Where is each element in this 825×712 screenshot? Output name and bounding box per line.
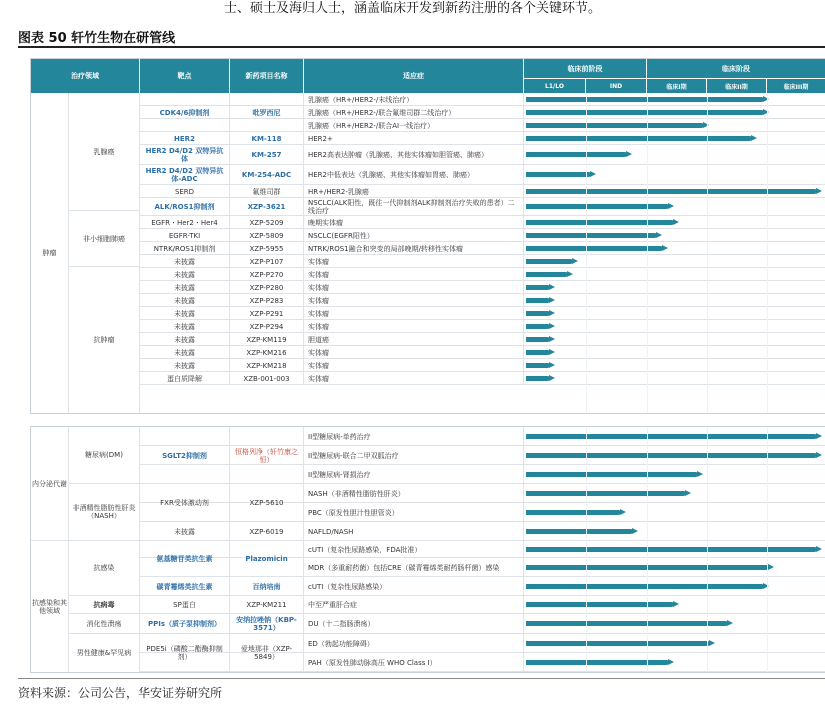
indication-cell: II型糖尿病-单药治疗 [304, 427, 524, 446]
stage-gridline [586, 427, 587, 672]
indication-cell: DU（十二指肠溃疡） [304, 614, 524, 634]
group-endocrine: 内分泌代谢 [31, 427, 69, 541]
indication-cell: 实体瘤 [304, 294, 524, 307]
target-cell: HER2 D4/D2 双特异抗体 [140, 145, 230, 165]
indication-cell: NAFLD/NASH [304, 522, 524, 541]
target-cell: 未披露 [140, 268, 230, 281]
stage-gridline [767, 93, 768, 413]
drug-cell: 安纳拉唑钠（KBP-3571） [230, 614, 304, 634]
subgroup-diabetes: 糖尿病(DM) [69, 427, 140, 484]
target-cell: NTRK/ROS1抑制剂 [140, 242, 230, 255]
indication-cell: 实体瘤 [304, 255, 524, 268]
drug-cell: XZP-P283 [230, 294, 304, 307]
header-stage-1: L1/LO [524, 78, 586, 93]
subgroup-anti-infection: 抗感染 [69, 541, 140, 596]
target-cell: 未披露 [140, 255, 230, 268]
intro-text: 士、硕士及海归人士，涵盖临床开发到新药注册的各个关键环节。 [223, 1, 601, 16]
indication-cell: 中至严重肝合症 [304, 596, 524, 614]
group-anti-infective: 抗感染和其他领域 [31, 541, 69, 672]
target-cell: SERD [140, 185, 230, 198]
drug-cell: XZP-KM218 [230, 359, 304, 372]
target-cell: 未披露 [140, 359, 230, 372]
subgroup-antiviral: 抗病毒 [69, 596, 140, 614]
progress-bar [526, 491, 686, 496]
stage-gridline [707, 93, 708, 413]
drug-cell: 恒格列净（轩竹康之恒） [230, 427, 304, 484]
indication-cell: ED（勃起功能障碍） [304, 634, 524, 653]
target-cell: CDK4/6抑制剂 [140, 93, 230, 132]
target-cell: 未披露 [140, 307, 230, 320]
progress-bar [526, 123, 704, 128]
indication-cell: II型糖尿病-联合二甲双胍治疗 [304, 446, 524, 465]
header-stage-2: IND [586, 78, 647, 93]
drug-cell: XZB-001-003 [230, 372, 304, 385]
drug-cell: XZP-P107 [230, 255, 304, 268]
drug-cell: KM-254-ADC [230, 165, 304, 185]
indication-cell: MDR（多重耐药菌）包括CRE（碳青霉烯类耐药肠杆菌）感染 [304, 558, 524, 577]
indication-cell: NTRK/ROS1融合和突变的局部晚期/转移性实体瘤 [304, 242, 524, 255]
stage-gridline [586, 93, 587, 413]
indication-cell: 晚期实体瘤 [304, 216, 524, 229]
drug-cell: XZP-5209 [230, 216, 304, 229]
progress-bar [526, 510, 621, 515]
progress-bar [526, 350, 550, 355]
progress-bar [526, 246, 663, 251]
subgroup-breast-cancer: 乳腺癌 [69, 93, 140, 211]
indication-cell: HER2高表达肿瘤（乳腺癌、其他实体瘤如胆管癌、肺癌） [304, 145, 524, 165]
progress-bar [526, 621, 728, 626]
target-cell: PPIs（质子泵抑制剂） [140, 614, 230, 634]
drug-cell: 百纳培南 [230, 577, 304, 596]
target-cell: PDE5i（磷酸二酯酶抑制剂） [140, 634, 230, 672]
drug-cell: XZP-5955 [230, 242, 304, 255]
progress-bar [526, 547, 817, 552]
stage-gridline [647, 427, 648, 672]
drug-cell: XZP-KM119 [230, 333, 304, 346]
indication-cell: PAH（原发性肺动脉高压 WHO Class I） [304, 653, 524, 672]
header-clinical-early: 临床前阶段 [524, 59, 647, 78]
figure-title: 图表 50 轩竹生物在研管线 [18, 31, 176, 46]
subgroup-nash: 非酒精性脂肪性肝炎（NASH） [69, 484, 140, 541]
progress-bar [526, 97, 764, 102]
indication-cell: NSCLC(EGFR阳性） [304, 229, 524, 242]
progress-bar [526, 189, 817, 194]
area-oncology: 肿瘤 [31, 93, 69, 413]
progress-bar [526, 285, 550, 290]
progress-bar [526, 337, 550, 342]
progress-bar [526, 376, 550, 381]
progress-bar [526, 220, 674, 225]
target-cell: SGLT2抑制剂 [140, 427, 230, 484]
indication-cell: 实体瘤 [304, 281, 524, 294]
progress-bar [526, 472, 698, 477]
indication-cell: HER2中低表达（乳腺癌、其他实体瘤如胃癌、肺癌） [304, 165, 524, 185]
indication-cell: NSCLC(ALK阳性，既往一代抑制剂ALK抑制剂治疗失败的患者）二线治疗 [304, 198, 524, 216]
indication-cell: 实体瘤 [304, 268, 524, 281]
target-cell: HER2 D4/D2 双特异抗体-ADC [140, 165, 230, 185]
drug-cell: 爱地那非（XZP-5849） [230, 634, 304, 672]
progress-bar [526, 152, 627, 157]
drug-cell: KM-257 [230, 145, 304, 165]
target-cell: 碳青霉烯类抗生素 [140, 577, 230, 596]
target-cell: 未披露 [140, 281, 230, 294]
target-cell: 未披露 [140, 522, 230, 541]
drug-cell: KM-118 [230, 132, 304, 145]
indication-cell: 实体瘤 [304, 359, 524, 372]
stage-gridline [707, 427, 708, 672]
target-cell: 蛋白质降解 [140, 372, 230, 385]
target-cell: FXR受体激动剂 [140, 484, 230, 522]
stage-gridline [647, 93, 648, 413]
drug-cell: XZP-KM216 [230, 346, 304, 359]
indication-cell: HER2+ [304, 132, 524, 145]
oncology-pipeline-table [30, 58, 825, 414]
subgroup-nsclc: 非小细胞肺癌 [69, 211, 140, 267]
progress-bar [526, 434, 817, 439]
header-stage-3: 临床I期 [647, 78, 707, 93]
progress-bar [526, 259, 573, 264]
drug-cell: 氟维司群 [230, 185, 304, 198]
progress-bar [526, 136, 752, 141]
drug-cell: XZP-3621 [230, 198, 304, 216]
target-cell: HER2 [140, 132, 230, 145]
progress-bar [526, 172, 591, 177]
progress-bar [526, 110, 764, 115]
title-rule [18, 46, 825, 48]
drug-cell: XZP-P270 [230, 268, 304, 281]
progress-bar [526, 453, 817, 458]
drug-cell: XZP-KM211 [230, 596, 304, 614]
subgroup-peptic-ulcer: 消化性溃疡 [69, 614, 140, 634]
header-target: 靶点 [140, 59, 230, 93]
progress-bar [526, 233, 657, 238]
bottom-rule [18, 678, 825, 679]
progress-bar [526, 311, 550, 316]
target-cell: EGFR-TKI [140, 229, 230, 242]
indication-cell: cUTI（复杂性尿路感染，FDA批准） [304, 541, 524, 558]
progress-bar [526, 602, 674, 607]
drug-cell: XZP-P294 [230, 320, 304, 333]
progress-bar [526, 298, 550, 303]
drug-cell: 吡罗西尼 [230, 93, 304, 132]
progress-bar [526, 529, 633, 534]
progress-bar [526, 272, 568, 277]
indication-cell: 实体瘤 [304, 320, 524, 333]
header-area: 治疗领域 [31, 59, 140, 93]
progress-bar [526, 363, 550, 368]
drug-cell: XZP-5809 [230, 229, 304, 242]
drug-cell: XZP-P280 [230, 281, 304, 294]
target-cell: SP蛋白 [140, 596, 230, 614]
drug-cell: XZP-6019 [230, 522, 304, 541]
header-clinical-late: 临床阶段 [647, 59, 825, 78]
target-cell: 未披露 [140, 294, 230, 307]
drug-cell: XZP-P291 [230, 307, 304, 320]
source-note: 资料来源：公司公告，华安证券研究所 [18, 686, 223, 700]
target-cell: ALK/ROS1抑制剂 [140, 198, 230, 216]
stage-gridline [767, 427, 768, 672]
indication-cell: cUTI（复杂性尿路感染） [304, 577, 524, 596]
target-cell: 未披露 [140, 333, 230, 346]
header-indication: 适应症 [304, 59, 524, 93]
target-cell: 氨基糖苷类抗生素 [140, 541, 230, 577]
drug-cell: XZP-5610 [230, 484, 304, 522]
indication-cell: 乳腺癌（HR+/HER2-/末线治疗） [304, 93, 524, 106]
target-cell: EGFR・Her2・Her4 [140, 216, 230, 229]
indication-cell: NASH（非酒精性脂肪性肝炎） [304, 484, 524, 503]
indication-cell: 实体瘤 [304, 307, 524, 320]
header-stage-4: 临床II期 [707, 78, 767, 93]
indication-cell: 乳腺癌（HR+/HER2-/联合氟维司群二线治疗） [304, 106, 524, 119]
subgroup-mens-health: 男性健康&罕见病 [69, 634, 140, 672]
progress-bar [526, 641, 710, 646]
header-drug: 新药项目名称 [230, 59, 304, 93]
indication-cell: 实体瘤 [304, 346, 524, 359]
progress-bar [526, 584, 764, 589]
indication-cell: 胆道癌 [304, 333, 524, 346]
header-stage-5: 临床III期 [767, 78, 825, 93]
indication-cell: 乳腺癌（HR+/HER2-/联合AI一线治疗） [304, 119, 524, 132]
indication-cell: II型糖尿病-肾损治疗 [304, 465, 524, 484]
target-cell: 未披露 [140, 320, 230, 333]
indication-cell: 实体瘤 [304, 372, 524, 385]
target-cell: 未披露 [140, 346, 230, 359]
drug-cell: Plazomicin [230, 541, 304, 577]
other-pipeline-table [30, 426, 825, 673]
subgroup-antitumor: 抗肿瘤 [69, 267, 140, 413]
indication-cell: HR+/HER2-乳腺癌 [304, 185, 524, 198]
indication-cell: PBC（原发性胆汁性胆管炎） [304, 503, 524, 522]
progress-bar [526, 324, 550, 329]
